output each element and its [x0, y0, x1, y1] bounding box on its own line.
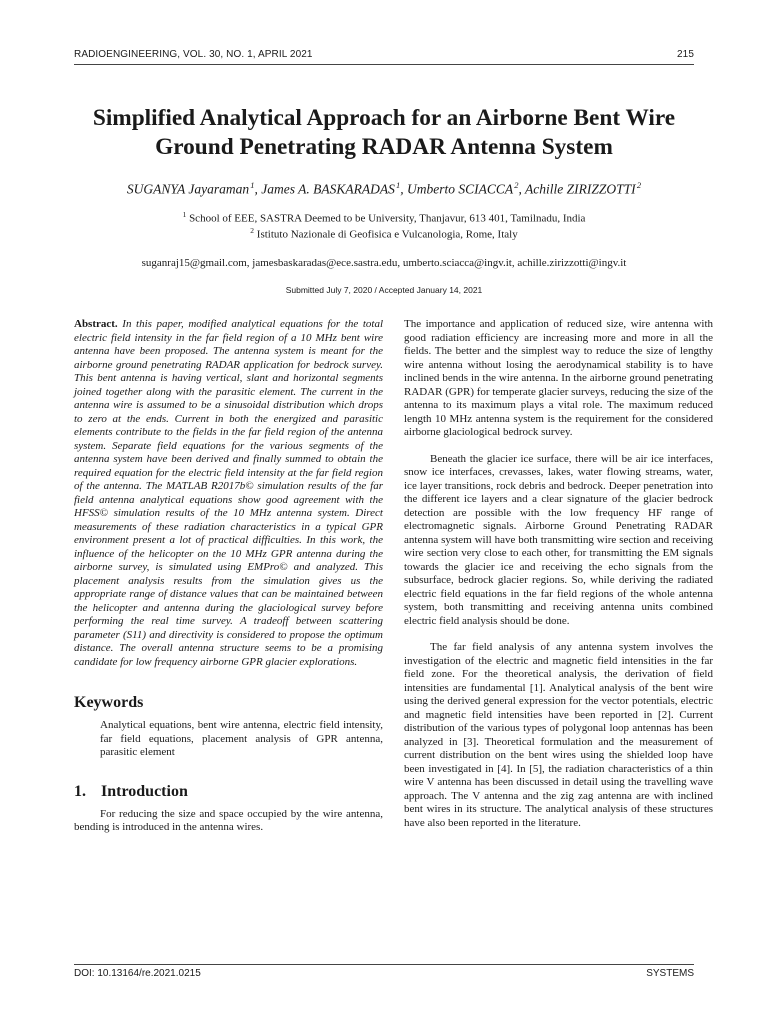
introduction-paragraph: Beneath the glacier ice surface, there will be air ice interfaces, snow ice interfaces, crevasses, lakes, water flowing streams, water, ice layer transitions, rock debris and bedrock. Deeper penetration into the different ice layers and a clear signature of the glacier bedrock detection are possible with the low frequency HF range of electromagnetic signals. Airborne Ground Penetrating RADAR antenna system will have both transmitting wire section and receiving wire section very close to each other, for transmitting the EM signals towards the glacier ice and receiving the echo signals from the subsurface, bedrock glacier regions. So, while deriving the radiated electric field equations in the far field regions of the whole antenna system, both transmitting and receiving antenna units combined electric field analysis should be done.	[404, 452, 713, 627]
paper-title: Simplified Analytical Approach for an Airborne Bent Wire Ground Penetrating RADAR Antenna System	[92, 105, 676, 160]
introduction-paragraph: The far field analysis of any antenna system involves the investigation of the electric and magnetic field intensities in the far field zone. For the theoretical analysis, the derivation of field intensities are fundamental [1]. Analytical analysis of the bent wire using the derived general expression for the vector potentials, electric and magnetic field intensities have been reported in [2]. Current distribution of the various types of polygonal loop antennas has been analyzed in [3]. Theoretical formulation and the measurement of current distribution on the bent wires using the shielded loop have been investigated in [4]. In [5], the radiation characteristics of a thin wire V antenna has been discussed in detail using the travelling wave approach. The V antenna and the zig zag antenna are with inclined bent wires in its structure. The analytical analysis of these structures have also been reported in the literature.	[404, 641, 713, 829]
keywords-heading: Keywords	[74, 694, 144, 711]
header-rule	[74, 64, 694, 65]
affiliation	[74, 210, 694, 225]
abstract-label: Abstract.	[74, 318, 118, 330]
author-affiliation-mark: 2	[514, 180, 519, 190]
author-affiliation-mark: 2	[636, 180, 642, 190]
abstract	[74, 318, 383, 669]
right-column	[404, 318, 713, 830]
author-affiliation-mark: 1	[396, 180, 401, 190]
author-name: James A. BASKARADAS	[261, 181, 395, 197]
affiliation-text: School of EEE, SASTRA Deemed to be University, Thanjavur, 613 401, Tamilnadu, India	[189, 212, 586, 225]
author-list: SUGANYA Jayaraman $^1$, James A. BASKARADAS $^1$, Umberto SCIACCA $^2$, Achille ZIRIZZOTTI $^2$	[126, 180, 642, 197]
submission-dates: Submitted July 7, 2020 / Accepted January 14, 2021	[285, 285, 483, 295]
introduction-heading	[74, 782, 383, 802]
section-title: Introduction	[101, 782, 188, 800]
author-name: SUGANYA Jayaraman	[126, 181, 250, 197]
abstract-text: In this paper, modified analytical equations for the total electric field intensity in the far field region of a 10 MHz bent wire antenna have been proposed. The antenna system is meant for the airborne ground penetrating RADAR application for bedrock survey. This bent antenna is having vertical, slant and horizontal segments joined together along with the parasitic element. The current in the antenna wire is assumed to be a sinusoidal distribution which drops to zero at the ends. Current in both the energized and parasitic elements contribute to the fields in the far field region of the antenna system. Separate field equations for the various segments of the antenna system have been derived and finally summed to obtain the required equation for the electric field intensity at the far field region of the antenna. The MATLAB R2017b© simulation results of the far field antenna analytical equations show good agreement with the HFSS© simulation results of the 10 MHz antenna system. Direct measurements of these radiation characteristics in a typical GPR environment present a lot of practical difficulties. In this work, the influence of the helicopter on the 10 MHz GPR antenna during the airborne survey, is simulated using EMPro© and analyzed. This placement analysis results from the simulation gives us the appropriate range of distance values that can be maintained between the helicopter and antenna during the glaciological survey before performing the real time survey. A tradeoff between scattering parameter (S11) and directivity is considered to propose the optimum distance. The overall antenna structure seems to be a promising candidate for low frequency airborne GPR glacier explorations.	[74, 318, 384, 668]
footer-doi: DOI: 10.13164/re.2021.0215	[74, 968, 201, 979]
running-header-page-number: 215	[677, 49, 694, 60]
author-name: Umberto SCIACCA	[407, 181, 514, 197]
section-number: 1.	[74, 782, 86, 800]
author-emails: suganraj15@gmail.com, jamesbaskaradas@ece.sastra.edu, umberto.sciacca@ingv.it, achille.zirizzotti@ingv.it	[141, 257, 627, 269]
introduction-paragraph-continued: The importance and application of reduced size, wire antenna with good radiation efficiency are increasing more and more in all the fields. The better and the simplest way to reduce the size of lengthy wire antenna without losing the aerodynamical stability is to have inclined bends in the wire antenna. In the airborne ground penetrating RADAR (GPR) for temperate glacier surveys, reducing the size of the antenna to its maximum plays a vital role. The maximum reduced length 10 MHz antenna system is the requirement for the considered airborne glaciological bedrock survey.	[404, 318, 713, 438]
introduction-paragraph: For reducing the size and space occupied by the wire antenna, bending is introduced in the antenna wires.	[74, 807, 383, 833]
affiliation-number: 1	[182, 210, 187, 219]
affiliation-text: Istituto Nazionale di Geofisica e Vulcanologia, Rome, Italy	[256, 228, 518, 241]
footer-rule	[74, 964, 694, 965]
affiliation	[74, 226, 694, 241]
author-name: Achille ZIRIZZOTTI	[525, 181, 636, 197]
running-header-journal: RADIOENGINEERING, VOL. 30, NO. 1, APRIL 2021	[74, 49, 313, 60]
footer-section: SYSTEMS	[646, 968, 694, 979]
author-affiliation-mark: 1	[250, 180, 255, 190]
affiliation-number: 2	[250, 226, 255, 235]
left-column	[74, 318, 383, 835]
keywords-text: Analytical equations, bent wire antenna, electric field intensity, far field equations, placement analysis of GPR antenna, parasitic element	[100, 719, 383, 758]
